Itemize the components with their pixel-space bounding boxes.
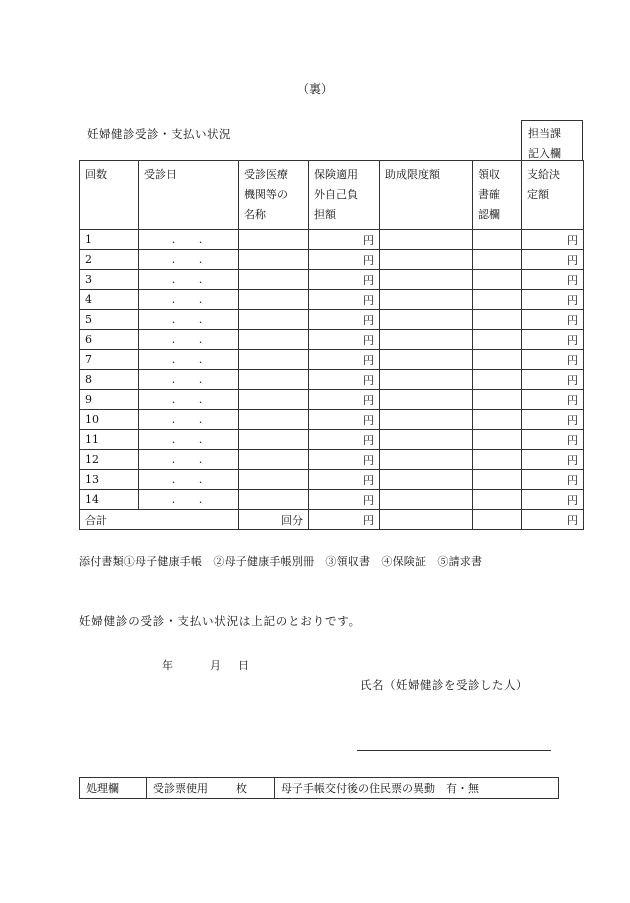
header-out-of-pocket bbox=[309, 161, 380, 230]
table-row bbox=[80, 330, 584, 350]
table-row bbox=[80, 470, 584, 490]
residence-change-cell[interactable]: 母子手帳交付後の住民票の異動 有・無 bbox=[275, 778, 559, 799]
receipt-check-cell[interactable] bbox=[473, 250, 522, 270]
payment-amount-cell[interactable]: 円 bbox=[522, 290, 584, 310]
institution-cell[interactable] bbox=[239, 290, 309, 310]
row-number: 11 bbox=[80, 430, 139, 450]
month-label: 月 bbox=[210, 659, 221, 672]
table-row bbox=[80, 490, 584, 510]
subsidy-limit-cell[interactable] bbox=[380, 250, 473, 270]
table-row bbox=[80, 270, 584, 290]
header-line: 保険適用 bbox=[314, 168, 358, 181]
section-heading: 妊婦健診受診・支払い状況 bbox=[87, 127, 231, 141]
out-of-pocket-cell[interactable]: 円 bbox=[309, 270, 380, 290]
table-row bbox=[80, 390, 584, 410]
header-line: 担額 bbox=[314, 208, 336, 221]
attachments-note: 添付書類①母子健康手帳 ②母子健康手帳別冊 ③領収書 ④保険証 ⑤請求書 bbox=[79, 555, 483, 568]
out-of-pocket-cell[interactable]: 円 bbox=[309, 250, 380, 270]
payment-amount-cell[interactable]: 円 bbox=[522, 450, 584, 470]
institution-cell[interactable] bbox=[239, 330, 309, 350]
receipt-check-cell[interactable] bbox=[473, 370, 522, 390]
visit-date-cell[interactable]: . . bbox=[139, 270, 239, 290]
payment-amount-cell[interactable]: 円 bbox=[522, 310, 584, 330]
row-number: 3 bbox=[80, 270, 139, 290]
institution-cell[interactable] bbox=[239, 470, 309, 490]
payment-amount-cell[interactable]: 円 bbox=[522, 390, 584, 410]
ticket-used-cell[interactable] bbox=[147, 778, 275, 799]
out-of-pocket-cell[interactable]: 円 bbox=[309, 370, 380, 390]
total-out-of-pocket-cell[interactable]: 円 bbox=[309, 510, 380, 530]
table-row bbox=[80, 430, 584, 450]
charge-box-line: 記入欄 bbox=[528, 147, 561, 160]
charge-entry-box bbox=[521, 120, 583, 160]
visit-date-cell[interactable]: . . bbox=[139, 450, 239, 470]
header-line: 外自己負 bbox=[314, 188, 358, 201]
charge-box-line: 担当課 bbox=[528, 127, 561, 140]
payment-amount-cell[interactable]: 円 bbox=[522, 350, 584, 370]
subsidy-limit-cell[interactable] bbox=[380, 410, 473, 430]
day-label: 日 bbox=[238, 659, 249, 672]
subsidy-limit-cell[interactable] bbox=[380, 270, 473, 290]
row-number: 14 bbox=[80, 490, 139, 510]
table-row bbox=[80, 290, 584, 310]
header-subsidy-limit: 助成限度額 bbox=[380, 161, 473, 230]
row-number: 7 bbox=[80, 350, 139, 370]
subsidy-limit-cell[interactable] bbox=[380, 450, 473, 470]
processing-table bbox=[79, 777, 559, 799]
subsidy-limit-cell[interactable] bbox=[380, 490, 473, 510]
institution-cell[interactable] bbox=[239, 390, 309, 410]
receipt-check-cell[interactable] bbox=[473, 450, 522, 470]
total-subsidy-cell[interactable] bbox=[380, 510, 473, 530]
table-row bbox=[80, 310, 584, 330]
name-label: 氏名（妊婦健診を受診した人） bbox=[360, 678, 528, 692]
signature-line[interactable] bbox=[357, 750, 551, 751]
out-of-pocket-cell[interactable]: 円 bbox=[309, 230, 380, 250]
header-payment-amount bbox=[522, 161, 584, 230]
receipt-check-cell[interactable] bbox=[473, 330, 522, 350]
visit-date-cell[interactable]: . . bbox=[139, 230, 239, 250]
subsidy-limit-cell[interactable] bbox=[380, 430, 473, 450]
receipt-check-cell[interactable] bbox=[473, 230, 522, 250]
total-label: 合計 bbox=[80, 510, 239, 530]
header-visit-date: 受診日 bbox=[139, 161, 239, 230]
receipt-check-cell[interactable] bbox=[473, 350, 522, 370]
institution-cell[interactable] bbox=[239, 230, 309, 250]
payment-amount-cell[interactable]: 円 bbox=[522, 490, 584, 510]
processing-label: 処理欄 bbox=[80, 778, 147, 799]
payment-amount-cell[interactable]: 円 bbox=[522, 250, 584, 270]
payment-amount-cell[interactable]: 円 bbox=[522, 430, 584, 450]
out-of-pocket-cell[interactable]: 円 bbox=[309, 350, 380, 370]
signature-date bbox=[162, 657, 249, 673]
institution-cell[interactable] bbox=[239, 350, 309, 370]
visit-date-cell[interactable]: . . bbox=[139, 470, 239, 490]
header-line: 認欄 bbox=[478, 208, 500, 221]
row-number: 6 bbox=[80, 330, 139, 350]
header-line: 機関等の bbox=[244, 188, 288, 201]
receipt-check-cell[interactable] bbox=[473, 490, 522, 510]
total-row bbox=[80, 510, 584, 530]
total-payment-cell[interactable]: 円 bbox=[522, 510, 584, 530]
receipt-check-cell[interactable] bbox=[473, 310, 522, 330]
row-number: 4 bbox=[80, 290, 139, 310]
receipt-check-cell[interactable] bbox=[473, 470, 522, 490]
table-row bbox=[80, 250, 584, 270]
statement-text: 妊婦健診の受診・支払い状況は上記のとおりです。 bbox=[79, 614, 361, 628]
receipt-check-cell[interactable] bbox=[473, 390, 522, 410]
out-of-pocket-cell[interactable]: 円 bbox=[309, 430, 380, 450]
institution-cell[interactable] bbox=[239, 370, 309, 390]
visit-date-cell[interactable]: . . bbox=[139, 430, 239, 450]
visit-date-cell[interactable]: . . bbox=[139, 290, 239, 310]
table-row bbox=[80, 370, 584, 390]
header-line: 名称 bbox=[244, 208, 266, 221]
receipt-check-cell[interactable] bbox=[473, 270, 522, 290]
header-line: 支給決 bbox=[527, 168, 560, 181]
institution-cell[interactable] bbox=[239, 250, 309, 270]
out-of-pocket-cell[interactable]: 円 bbox=[309, 390, 380, 410]
institution-cell[interactable] bbox=[239, 270, 309, 290]
header-line: 書確 bbox=[478, 188, 500, 201]
header-line: 定額 bbox=[527, 188, 549, 201]
table-row bbox=[80, 350, 584, 370]
visit-date-cell[interactable]: . . bbox=[139, 490, 239, 510]
out-of-pocket-cell[interactable]: 円 bbox=[309, 290, 380, 310]
out-of-pocket-cell[interactable]: 円 bbox=[309, 450, 380, 470]
table-row bbox=[80, 410, 584, 430]
page-title: （裏） bbox=[296, 82, 333, 96]
subsidy-limit-cell[interactable] bbox=[380, 470, 473, 490]
institution-cell[interactable] bbox=[239, 490, 309, 510]
receipt-check-cell[interactable] bbox=[473, 430, 522, 450]
payment-amount-cell[interactable]: 円 bbox=[522, 330, 584, 350]
total-count-cell[interactable]: 回分 bbox=[239, 510, 309, 530]
subsidy-limit-cell[interactable] bbox=[380, 330, 473, 350]
visit-payment-table bbox=[79, 160, 584, 530]
institution-cell[interactable] bbox=[239, 430, 309, 450]
subsidy-limit-cell[interactable] bbox=[380, 350, 473, 370]
header-institution bbox=[239, 161, 309, 230]
out-of-pocket-cell[interactable]: 円 bbox=[309, 490, 380, 510]
subsidy-limit-cell[interactable] bbox=[380, 370, 473, 390]
out-of-pocket-cell[interactable]: 円 bbox=[309, 330, 380, 350]
institution-cell[interactable] bbox=[239, 310, 309, 330]
visit-date-cell[interactable]: . . bbox=[139, 310, 239, 330]
row-number: 1 bbox=[80, 230, 139, 250]
header-line: 領収 bbox=[478, 168, 500, 181]
visit-date-cell[interactable]: . . bbox=[139, 250, 239, 270]
receipt-check-cell[interactable] bbox=[473, 290, 522, 310]
row-number: 10 bbox=[80, 410, 139, 430]
visit-date-cell[interactable]: . . bbox=[139, 390, 239, 410]
header-line: 受診医療 bbox=[244, 168, 288, 181]
payment-amount-cell[interactable]: 円 bbox=[522, 370, 584, 390]
row-number: 12 bbox=[80, 450, 139, 470]
payment-amount-cell[interactable]: 円 bbox=[522, 470, 584, 490]
visit-date-cell[interactable]: . . bbox=[139, 350, 239, 370]
row-number: 9 bbox=[80, 390, 139, 410]
ticket-used-label: 受診票使用 bbox=[153, 782, 208, 795]
visit-date-cell[interactable]: . . bbox=[139, 370, 239, 390]
total-receipt-cell[interactable] bbox=[473, 510, 522, 530]
out-of-pocket-cell[interactable]: 円 bbox=[309, 410, 380, 430]
header-receipt-check bbox=[473, 161, 522, 230]
table-header-row bbox=[80, 161, 584, 230]
institution-cell[interactable] bbox=[239, 450, 309, 470]
sheets-label: 枚 bbox=[236, 782, 247, 795]
payment-amount-cell[interactable]: 円 bbox=[522, 270, 584, 290]
subsidy-limit-cell[interactable] bbox=[380, 230, 473, 250]
visit-date-cell[interactable]: . . bbox=[139, 330, 239, 350]
out-of-pocket-cell[interactable]: 円 bbox=[309, 310, 380, 330]
subsidy-limit-cell[interactable] bbox=[380, 390, 473, 410]
visit-date-cell[interactable]: . . bbox=[139, 410, 239, 430]
row-number: 8 bbox=[80, 370, 139, 390]
table-row bbox=[80, 230, 584, 250]
table-row bbox=[80, 450, 584, 470]
subsidy-limit-cell[interactable] bbox=[380, 290, 473, 310]
year-label: 年 bbox=[162, 659, 173, 672]
out-of-pocket-cell[interactable]: 円 bbox=[309, 470, 380, 490]
institution-cell[interactable] bbox=[239, 410, 309, 430]
subsidy-limit-cell[interactable] bbox=[380, 310, 473, 330]
row-number: 2 bbox=[80, 250, 139, 270]
receipt-check-cell[interactable] bbox=[473, 410, 522, 430]
payment-amount-cell[interactable]: 円 bbox=[522, 410, 584, 430]
row-number: 13 bbox=[80, 470, 139, 490]
payment-amount-cell[interactable]: 円 bbox=[522, 230, 584, 250]
row-number: 5 bbox=[80, 310, 139, 330]
header-count: 回数 bbox=[80, 161, 139, 230]
